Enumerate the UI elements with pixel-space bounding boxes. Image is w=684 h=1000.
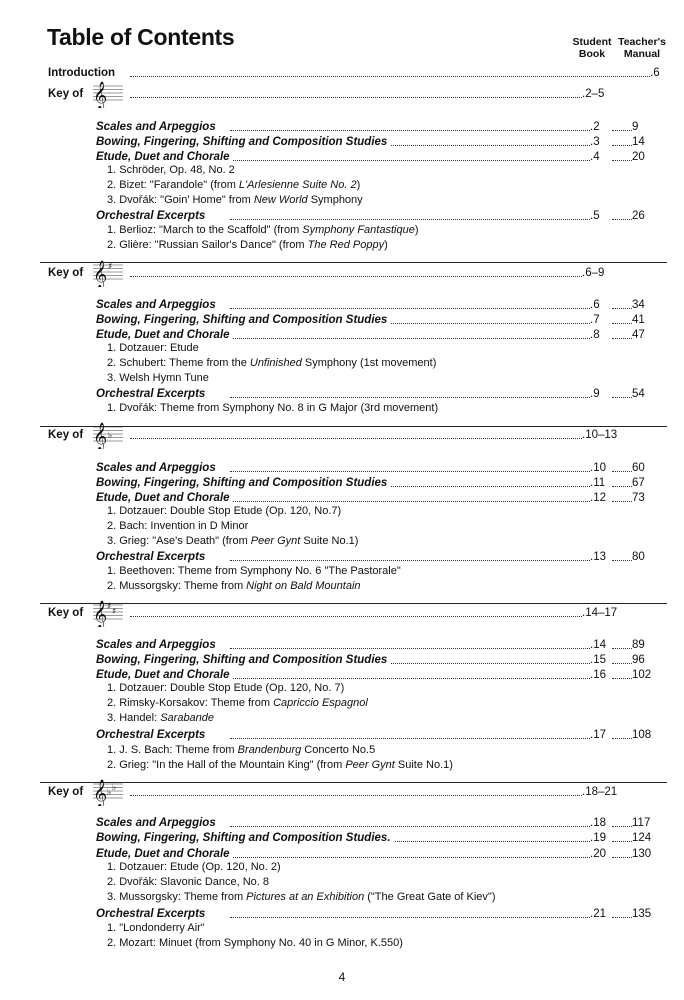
orchestral-excerpts-label: Orchestral Excerpts [96, 906, 208, 922]
column-header-student-line1: Student [572, 36, 612, 48]
etude-item: 1. Dotzauer: Double Stop Etude (Op. 120, No.7) [107, 505, 342, 517]
bowing-studies-student-page: .7 [590, 314, 600, 326]
leader-dots [230, 648, 590, 649]
bowing-studies-student-page: .3 [590, 136, 600, 148]
leader-dots [130, 76, 650, 77]
leader-dots [612, 663, 632, 664]
column-header-student-line2: Book [578, 47, 606, 60]
leader-dots [130, 276, 582, 277]
etude-duet-chorale-student-page: .4 [590, 151, 600, 163]
flat-icon: ♭ [108, 431, 113, 441]
toc-row-orchestral-excerpts [0, 727, 684, 743]
work-title: Peer Gynt [345, 759, 395, 771]
leader-dots [230, 397, 590, 398]
treble-clef-icon: 𝄞 [93, 260, 108, 287]
leader-dots [612, 648, 632, 649]
etude-duet-chorale-student-page: .8 [590, 329, 600, 341]
treble-clef-icon: 𝄞 [93, 81, 108, 108]
bowing-studies-teacher-page: 124 [632, 832, 652, 844]
treble-clef-icon: 𝄞 [93, 422, 108, 449]
scales-arpeggios-teacher-page: 117 [632, 817, 651, 829]
key-signature-staff-one-flat [93, 421, 123, 449]
etude-item: 3. Welsh Hymn Tune [107, 372, 209, 384]
bowing-studies-teacher-page: 67 [632, 477, 645, 489]
leader-dots [612, 501, 632, 502]
leader-dots [612, 145, 632, 146]
toc-row-introduction [0, 65, 684, 81]
etude-item: 2. Dvořák: Slavonic Dance, No. 8 [107, 876, 270, 888]
column-header-student [568, 37, 616, 60]
etude-duet-chorale-label: Etude, Duet and Chorale [96, 149, 233, 165]
etude-duet-chorale-label: Etude, Duet and Chorale [96, 490, 233, 506]
work-title: The Red Poppy [307, 239, 385, 251]
bowing-studies-label: Bowing, Fingering, Shifting and Composition Studies [96, 652, 390, 668]
leader-dots [612, 917, 632, 918]
toc-row-etude-duet-chorale [0, 327, 684, 343]
toc-row-orchestral-excerpts [0, 386, 684, 402]
key-signature-staff-two-flats [93, 778, 123, 806]
orchestral-excerpts-teacher-page: 54 [632, 388, 645, 400]
leader-dots [230, 219, 590, 220]
leader-dots [230, 338, 590, 339]
work-title: Unfinished [249, 357, 302, 369]
orchestral-excerpts-label: Orchestral Excerpts [96, 549, 208, 565]
scales-arpeggios-student-page: .18 [590, 817, 606, 829]
scales-arpeggios-label: Scales and Arpeggios [96, 119, 219, 135]
leader-dots [612, 857, 632, 858]
work-title: New World [253, 194, 308, 206]
orchestral-excerpts-teacher-page: 135 [632, 908, 652, 920]
etude-duet-chorale-label: Etude, Duet and Chorale [96, 667, 233, 683]
work-title: Sarabande [160, 712, 215, 724]
etude-item: 1. Schröder, Op. 48, No. 2 [107, 164, 235, 176]
column-header-teacher-line2: Manual [623, 47, 661, 60]
key-of-label: Key of [48, 605, 86, 621]
key-of-label: Key of [48, 86, 86, 102]
leader-dots [230, 160, 590, 161]
work-title: Brandenburg [237, 744, 302, 756]
toc-row-bowing-studies [0, 134, 684, 150]
etude-duet-chorale-label: Etude, Duet and Chorale [96, 846, 233, 862]
orchestral-excerpts-student-page: .9 [590, 388, 600, 400]
scales-arpeggios-label: Scales and Arpeggios [96, 815, 219, 831]
etude-duet-chorale-student-page: .16 [590, 669, 606, 681]
leader-dots [612, 678, 632, 679]
excerpt-item: 1. Berlioz: "March to the Scaffold" (from Symphony Fantastique) [107, 224, 419, 236]
excerpt-item: 1. Beethoven: Theme from Symphony No. 6 "The Pastorale" [107, 565, 401, 577]
scales-arpeggios-student-page: .14 [590, 639, 606, 651]
toc-row-orchestral-excerpts [0, 906, 684, 922]
key-pages: .14–17 [582, 607, 618, 619]
orchestral-excerpts-label: Orchestral Excerpts [96, 386, 208, 402]
leader-dots [230, 130, 590, 131]
work-title: Pictures at an Exhibition [246, 891, 365, 903]
leader-dots [130, 97, 582, 98]
etude-item: 1. Dotzauer: Etude [107, 342, 199, 354]
leader-dots [130, 438, 582, 439]
scales-arpeggios-label: Scales and Arpeggios [96, 460, 219, 476]
orchestral-excerpts-label: Orchestral Excerpts [96, 208, 208, 224]
page-title: Table of Contents [47, 24, 235, 50]
excerpt-item: 1. Dvořák: Theme from Symphony No. 8 in G Major (3rd movement) [107, 402, 439, 414]
bowing-studies-label: Bowing, Fingering, Shifting and Composition Studies [96, 312, 390, 328]
etude-duet-chorale-teacher-page: 73 [632, 492, 645, 504]
orchestral-excerpts-student-page: .5 [590, 210, 600, 222]
toc-row-bowing-studies [0, 312, 684, 328]
sharp-icon: ♯ [108, 262, 113, 272]
key-pages: .2–5 [582, 88, 605, 100]
orchestral-excerpts-label: Orchestral Excerpts [96, 727, 208, 743]
etude-duet-chorale-teacher-page: 20 [632, 151, 645, 163]
toc-row-bowing-studies [0, 475, 684, 491]
leader-dots [612, 338, 632, 339]
bowing-studies-teacher-page: 14 [632, 136, 645, 148]
leader-dots [230, 917, 590, 918]
excerpt-item: 1. J. S. Bach: Theme from Brandenburg Concerto No.5 [107, 744, 376, 756]
key-of-label: Key of [48, 265, 86, 281]
key-signature-staff-one-sharp [93, 259, 123, 287]
etude-duet-chorale-teacher-page: 47 [632, 329, 645, 341]
toc-row-scales-arpeggios [0, 815, 684, 831]
scales-arpeggios-teacher-page: 34 [632, 299, 645, 311]
leader-dots [612, 397, 632, 398]
toc-row-scales-arpeggios [0, 460, 684, 476]
leader-dots [230, 501, 590, 502]
orchestral-excerpts-student-page: .21 [590, 908, 606, 920]
work-title: Capriccio Espagnol [273, 697, 368, 709]
section-divider [40, 262, 667, 263]
scales-arpeggios-teacher-page: 89 [632, 639, 645, 651]
etude-duet-chorale-student-page: .12 [590, 492, 606, 504]
toc-row-scales-arpeggios [0, 119, 684, 135]
excerpt-item: 2. Mussorgsky: Theme from Night on Bald Mountain [107, 580, 361, 592]
etude-item: 1. Dotzauer: Double Stop Etude (Op. 120, No. 7) [107, 682, 345, 694]
scales-arpeggios-teacher-page: 9 [632, 121, 639, 133]
section-divider [40, 782, 667, 783]
bowing-studies-student-page: .15 [590, 654, 606, 666]
column-header-teacher-line1: Teacher's [618, 36, 666, 48]
leader-dots [612, 219, 632, 220]
excerpt-item: 2. Glière: "Russian Sailor's Dance" (from The Red Poppy) [107, 239, 388, 251]
orchestral-excerpts-student-page: .13 [590, 551, 606, 563]
toc-row-orchestral-excerpts [0, 549, 684, 565]
toc-row-scales-arpeggios [0, 297, 684, 313]
bowing-studies-student-page: .19 [590, 832, 606, 844]
bowing-studies-label: Bowing, Fingering, Shifting and Composition Studies [96, 475, 390, 491]
bowing-studies-label: Bowing, Fingering, Shifting and Composition Studies [96, 134, 390, 150]
leader-dots [612, 160, 632, 161]
etude-item: 3. Grieg: "Ase's Death" (from Peer Gynt Suite No.1) [107, 535, 359, 547]
leader-dots [612, 826, 632, 827]
introduction-page: .6 [650, 67, 660, 79]
key-of-label: Key of [48, 427, 86, 443]
scales-arpeggios-student-page: .6 [590, 299, 600, 311]
excerpt-item: 1. "Londonderry Air" [107, 922, 205, 934]
etude-duet-chorale-label: Etude, Duet and Chorale [96, 327, 233, 343]
leader-dots [612, 841, 632, 842]
etude-item: 1. Dotzauer: Etude (Op. 120, No. 2) [107, 861, 281, 873]
scales-arpeggios-label: Scales and Arpeggios [96, 297, 219, 313]
etude-item: 3. Dvořák: "Goin' Home" from New World Symphony [107, 194, 363, 206]
toc-row-scales-arpeggios [0, 637, 684, 653]
leader-dots [230, 678, 590, 679]
work-title: Night on Bald Mountain [246, 580, 361, 592]
toc-row-etude-duet-chorale [0, 149, 684, 165]
etude-item: 3. Mussorgsky: Theme from Pictures at an Exhibition ("The Great Gate of Kiev") [107, 891, 496, 903]
sharp-icon: ♯ [107, 602, 112, 612]
toc-row-orchestral-excerpts [0, 208, 684, 224]
leader-dots [612, 486, 632, 487]
leader-dots [230, 560, 590, 561]
leader-dots [612, 560, 632, 561]
bowing-studies-teacher-page: 41 [632, 314, 645, 326]
etude-duet-chorale-student-page: .20 [590, 848, 606, 860]
orchestral-excerpts-teacher-page: 26 [632, 210, 645, 222]
etude-item: 2. Bach: Invention in D Minor [107, 520, 249, 532]
scales-arpeggios-teacher-page: 60 [632, 462, 645, 474]
leader-dots [612, 308, 632, 309]
toc-row-bowing-studies [0, 830, 684, 846]
toc-row-etude-duet-chorale [0, 490, 684, 506]
bowing-studies-teacher-page: 96 [632, 654, 645, 666]
leader-dots [230, 471, 590, 472]
leader-dots [612, 471, 632, 472]
work-title: Symphony Fantastique [302, 224, 415, 236]
leader-dots [130, 795, 582, 796]
bowing-studies-label: Bowing, Fingering, Shifting and Composition Studies. [96, 830, 394, 846]
etude-item: 2. Rimsky-Korsakov: Theme from Capriccio Espagnol [107, 697, 368, 709]
page-number: 4 [338, 970, 346, 984]
toc-row-bowing-studies [0, 652, 684, 668]
bowing-studies-student-page: .11 [590, 477, 606, 489]
leader-dots [612, 130, 632, 131]
etude-item: 3. Handel: Sarabande [107, 712, 215, 724]
leader-dots [230, 308, 590, 309]
leader-dots [230, 738, 590, 739]
treble-clef-icon: 𝄞 [93, 779, 108, 806]
leader-dots [230, 857, 590, 858]
sharp-icon: ♯ [112, 607, 117, 617]
key-signature-staff-two-sharps [93, 599, 123, 627]
work-title: Peer Gynt [250, 535, 301, 547]
leader-dots [612, 323, 632, 324]
excerpt-item: 2. Mozart: Minuet (from Symphony No. 40 in G Minor, K.550) [107, 937, 403, 949]
work-title: L'Arlesienne Suite No. 2 [238, 179, 357, 191]
treble-clef-icon: 𝄞 [93, 600, 108, 627]
orchestral-excerpts-teacher-page: 80 [632, 551, 645, 563]
etude-duet-chorale-teacher-page: 130 [632, 848, 652, 860]
key-pages: .6–9 [582, 267, 605, 279]
section-divider [40, 603, 667, 604]
leader-dots [612, 738, 632, 739]
introduction-label: Introduction [48, 65, 118, 81]
key-pages: .10–13 [582, 429, 618, 441]
scales-arpeggios-student-page: .10 [590, 462, 606, 474]
toc-row-etude-duet-chorale [0, 846, 684, 862]
excerpt-item: 2. Grieg: "In the Hall of the Mountain King" (from Peer Gynt Suite No.1) [107, 759, 453, 771]
leader-dots [230, 826, 590, 827]
orchestral-excerpts-teacher-page: 108 [632, 729, 652, 741]
etude-item: 2. Schubert: Theme from the Unfinished Symphony (1st movement) [107, 357, 437, 369]
leader-dots [130, 616, 582, 617]
key-pages: .18–21 [582, 786, 618, 798]
key-signature-staff-none [93, 80, 123, 108]
key-of-label: Key of [48, 784, 86, 800]
etude-item: 2. Bizet: "Farandole" (from L'Arlesienne Suite No. 2) [107, 179, 361, 191]
orchestral-excerpts-student-page: .17 [590, 729, 606, 741]
scales-arpeggios-student-page: .2 [590, 121, 600, 133]
etude-duet-chorale-teacher-page: 102 [632, 669, 652, 681]
flat-icon: ♭ [112, 783, 117, 793]
flat-icon: ♭ [107, 788, 112, 798]
column-header-teacher [617, 37, 667, 60]
scales-arpeggios-label: Scales and Arpeggios [96, 637, 219, 653]
